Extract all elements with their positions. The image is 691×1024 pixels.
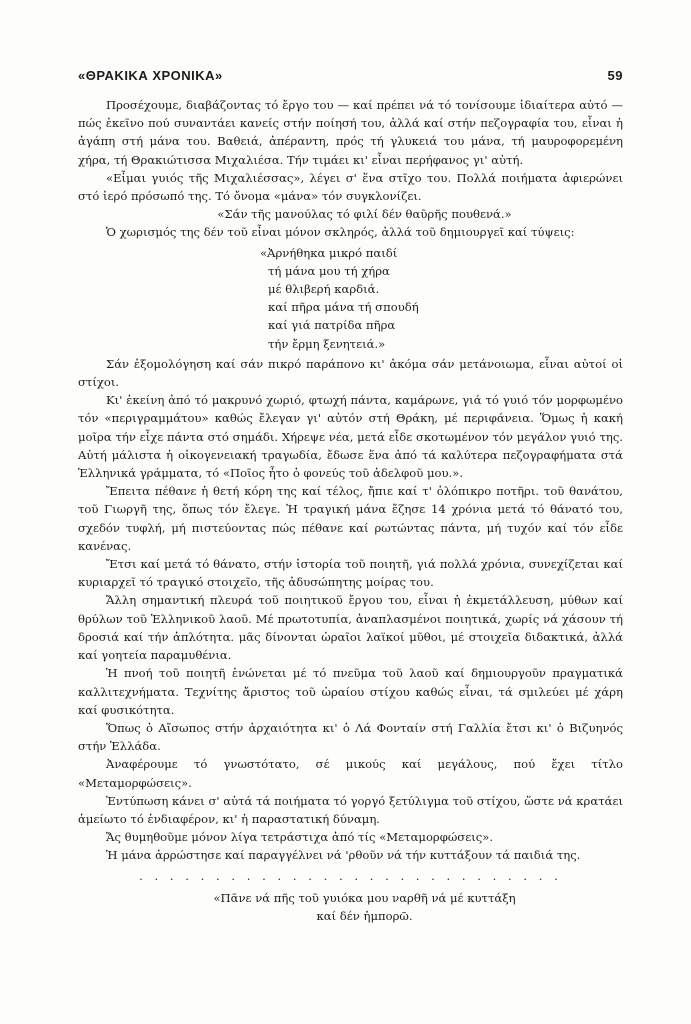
paragraph: «Εἶμαι γυιός τῆς Μιχαλιέσσας», λέγει σ' ἕνα στῖχο του. Πολλά ποιήματα ἀφιερώνει στό ἱερό πρόσωπό της. Τό ὄνομα «μάνα» τόν συγκλονίζει.: [78, 170, 623, 204]
closing-verse-line: καί δέν ἠμπορῶ.: [316, 908, 413, 923]
article-body: [78, 96, 623, 925]
paragraph: Ἄς θυμηθοῦμε μόνον λίγα τετράστιχα ἀπό τίς «Μεταμορφώσεις».: [106, 830, 494, 845]
paragraph: Κι' ἐκείνη ἀπό τό μακρυνό χωριό, φτωχή πάντα, καμάρωνε, γιά τό γυιό τόν μορφωμένο τόν «περιγραμμάτου» καθώς ἔλεγαν γι' αὐτόν στή Θράκη, μέ περιφάνεια. Ὅμως ἡ κακή μοῖρα τήν εἶχε πάντα στό σημάδι. Χήρεψε νέα, μετά εἶδε σκοτωμένον τόν μεγάλον γυιό της. Αὐτή μάλιστα ἡ οἰκογενειακή τραγωδία, ἔδωσε ἕνα ἀπό τά καλύτερα πεζογραφήματα στά Ἑλληνικά γράμματα, τό «Ποῖος ἦτο ὁ φονεύς τοῦ ἀδελφοῦ μου.».: [78, 393, 623, 481]
paragraph: Ἐντύπωση κάνει σ' αὐτά τά ποιήματα τό γοργό ξετύλιγμα τοῦ στίχου, ὥστε νά κρατάει ἀμείωτο τό ἐνδιαφέρον, κι' ἡ παραστατική δύναμη.: [78, 793, 623, 826]
paragraph: Ἀναφέρουμε τό γνωστότατο, σέ μικούς καί μεγάλους, πού ἔχει τίτλο «Μεταμορφώσεις».: [78, 757, 623, 790]
poem-line: «Ἀρνήθηκα μικρό παιδί: [260, 245, 398, 260]
closing-verse-line: «Πᾶνε νά πῆς τοῦ γυιόκα μου ναρθῆ νά μέ κυττάξη: [213, 890, 516, 905]
poem-line: τήν ἔρμη ξενητειά.»: [268, 336, 386, 351]
running-header: [78, 68, 623, 83]
paragraph: Ὁ χωρισμός της δέν τοῦ εἶναι μόνον σκληρός, ἀλλά τοῦ δημιουργεῖ καί τύψεις:: [106, 225, 575, 240]
poem-line: καί γιά πατρίδα πῆρα: [268, 318, 396, 333]
paragraph: Ἡ μάνα ἀρρώστησε καί παραγγέλνει νά 'ρθοῦν νά τήν κυττάξουν τά παιδιά της.: [106, 848, 581, 863]
poem-line: τή μάνα μου τή χήρα: [268, 263, 390, 278]
paragraph: Ἔτσι καί μετά τό θάνατο, στήν ἱστορία τοῦ ποιητῆ, γιά πολλά χρόνια, συνεχίζεται καί κυριαρχεῖ τό τραγικό στοιχεῖο, τῆς ἀδυσώπητης μοίρας του.: [78, 557, 623, 590]
poem-line: καί πῆρα μάνα τή σπουδή: [268, 300, 419, 315]
paragraph: Ὅπως ὁ Αἴσωπος στήν ἀρχαιότητα κι' ὁ Λά Φονταίν στή Γαλλία ἔτσι κι' ὁ Βιζυηνός στήν Ἑλλάδα.: [78, 720, 623, 754]
page-number: 59: [607, 68, 623, 83]
journal-title: «ΘΡΑΚΙΚΑ ΧΡΟΝΙΚΑ»: [78, 68, 223, 83]
paragraph: Προσέχουμε, διαβάζοντας τό ἔργο του — καί πρέπει νά τό τονίσουμε ἰδιαίτερα αὐτό — πώς ἐκεῖνο πού συναντάει κανείς στήν ποίησή του, ἀλλά καί στήν πεζογραφία του, εἶναι ἡ ἀγάπη στή μάνα του. Βαθειά, ἀπέραντη, πρός τή γλυκειά του μάνα, τή μαυροφορεμένη χήρα, τή Θρακιώτισσα Μιχαλιέσα. Τήν τιμάει κι' εἶναι περήφανος γι' αὐτή.: [78, 98, 623, 167]
paragraph: Ἔπειτα πέθανε ἡ θετή κόρη της καί τέλος, ἤπιε καί τ' ὁλόπικρο ποτῆρι. τοῦ θανάτου, τοῦ Γιωργῆ της, ὅπως τόν ἔλεγε. Ἡ τραγική μάνα ἔζησε 14 χρόνια μετά τό θάνατό του, σχεδόν τυφλή, μή πιστεύοντας πώς πέθανε καί ρωτώντας πάντα, μή τυχόν καί τόν εἶδε κανένας.: [78, 484, 623, 553]
paragraph: Ἡ πνοή τοῦ ποιητῆ ἑνώνεται μέ τό πνεῦμα τοῦ λαοῦ καί δημιουργοῦν πραγματικά καλλιτεχνήματα. Τεχνίτης ἄριστος τοῦ ὡραίου στίχου καθώς εἶναι, τά σμιλεύει μέ χάρη καί φυσικότητα.: [78, 666, 623, 717]
quoted-verse: «Σάν τῆς μανούλας τό φιλί δέν θαῦρῆς πουθενά.»: [217, 207, 512, 222]
ellipsis-separator: . . . . . . . . . . . . . . . . . . . . . . . . . . . .: [139, 868, 562, 883]
paragraph: Σάν ἐξομολόγηση καί σάν πικρό παράπονο κι' ἀκόμα σάν μετάνοιωμα, εἶναι αὐτοί οἱ στίχοι.: [78, 356, 623, 390]
poem-block: [260, 244, 623, 353]
paragraph: Ἄλλη σημαντική πλευρά τοῦ ποιητικοῦ ἔργου του, εἶναι ἡ ἐκμετάλλευση, μύθων καί θρύλων τοῦ Ἑλληνικοῦ λαοῦ. Μέ πρωτοτυπία, ἀναπλασμένοι ποιητικά, χωρίς νά χάσουν τή δροσιά καί τήν ἁπλότητα. μᾶς δίνονται ὡραῖοι λαϊκοί μῦθοι, μέ στοιχεῖα διδακτικά, ἀλλά καί γοητεία παραμυθένια.: [78, 593, 623, 663]
poem-line: μέ θλιβερή καρδιά.: [268, 282, 380, 297]
